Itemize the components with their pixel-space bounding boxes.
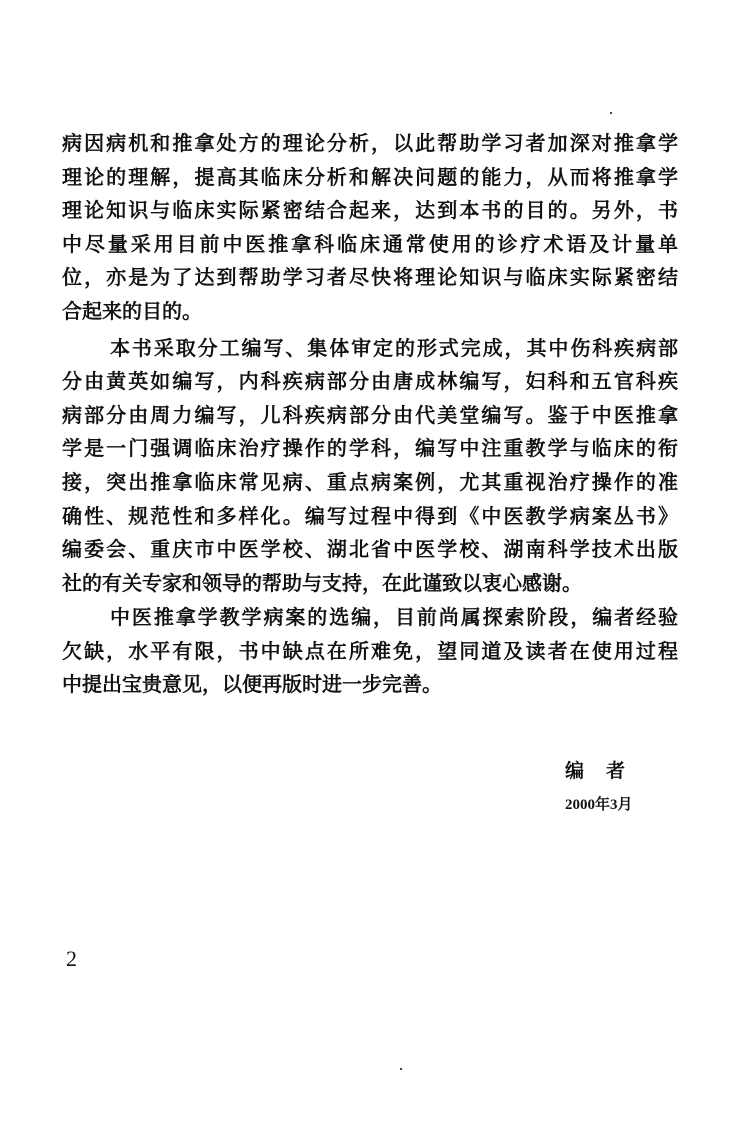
text-line: 社的有关专家和领导的帮助与支持，在此谨致以衷心感谢。	[62, 571, 582, 595]
text-line: 中提出宝贵意见，以便再版时进一步完善。	[62, 672, 442, 696]
date: 2000年3月	[565, 797, 633, 813]
text-line: 分由黄英如编写，内科疾病部分由唐成林编写，妇科和五官科疾	[62, 369, 678, 393]
text-line: 本书采取分工编写、集体审定的形式完成，其中伤科疾病部	[110, 336, 678, 360]
text-line: 接，突出推拿临床常见病、重点病案例，尤其重视治疗操作的准	[62, 470, 678, 494]
text-line: 中医推拿学教学病案的选编，目前尚属探索阶段，编者经验	[110, 605, 678, 629]
text-line: 理论的理解，提高其临床分析和解决问题的能力，从而将推拿学	[62, 165, 678, 189]
text-line: 位，亦是为了达到帮助学习者尽快将理论知识与临床实际紧密结	[62, 265, 678, 289]
text-line: 病部分由周力编写，儿科疾病部分由代美堂编写。鉴于中医推拿	[62, 403, 678, 427]
text-line: 病因病机和推拿处方的理论分析，以此帮助学习者加深对推拿学	[62, 131, 678, 155]
page-number: 2	[66, 946, 77, 971]
text-line: 理论知识与临床实际紧密结合起来，达到本书的目的。另外，书	[62, 198, 678, 222]
text-line: 学是一门强调临床治疗操作的学科，编写中注重教学与临床的衔	[62, 436, 678, 460]
signature: 编者	[565, 760, 648, 782]
text-line: 中尽量采用目前中医推拿科临床通常使用的诊疗术语及计量单	[62, 232, 678, 256]
dot-mark	[610, 112, 612, 114]
dot-mark	[400, 1068, 402, 1070]
text-line: 合起来的目的。	[62, 299, 202, 323]
text-line: 确性、规范性和多样化。编写过程中得到《中医教学病案丛书》	[62, 504, 678, 528]
text-line: 欠缺，水平有限，书中缺点在所难免，望同道及读者在使用过程	[62, 639, 678, 663]
text-line: 编委会、重庆市中医学校、湖北省中医学校、湖南科学技术出版	[62, 537, 678, 561]
